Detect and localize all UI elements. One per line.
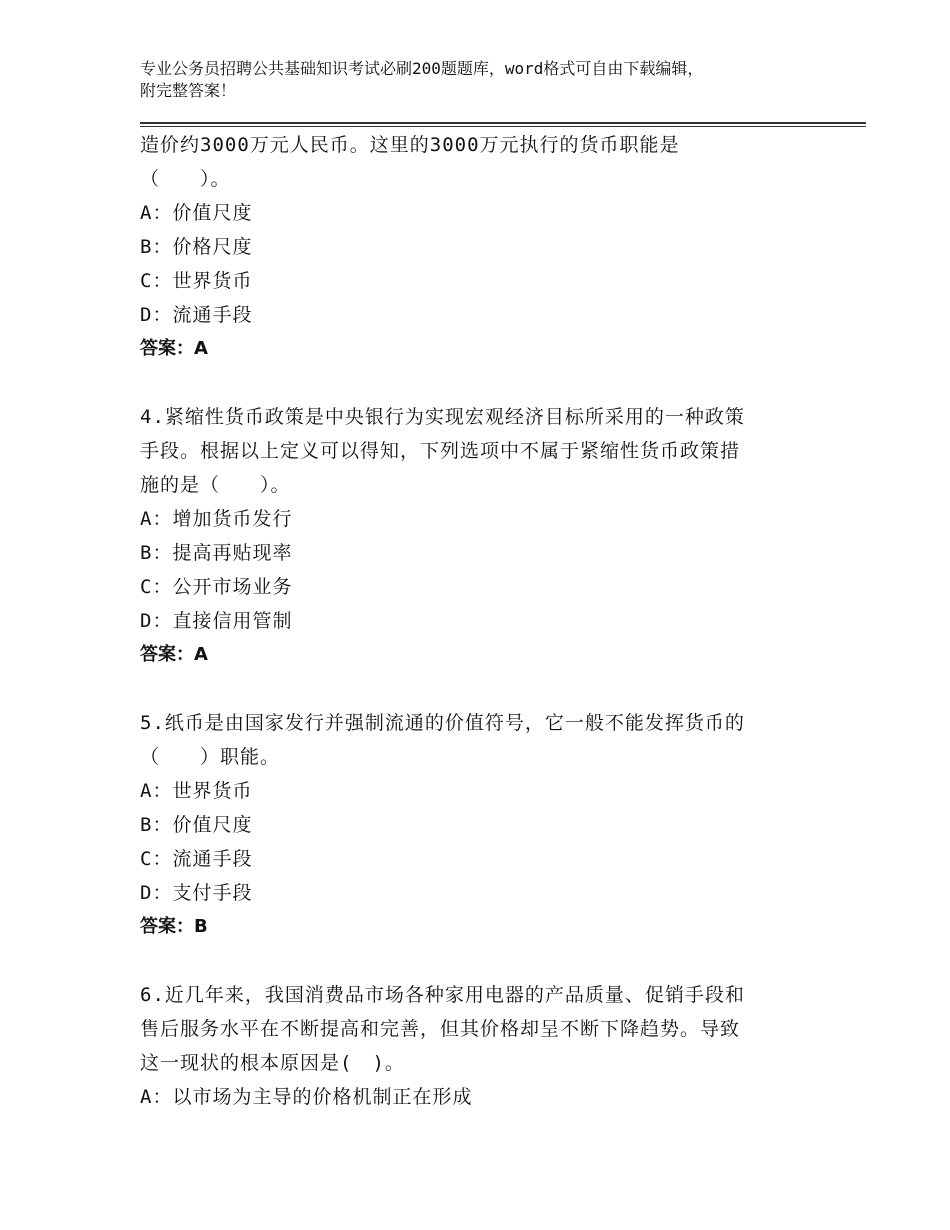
option-d: D：直接信用管制	[140, 610, 293, 632]
document-header	[140, 58, 840, 102]
header-divider-thick	[140, 122, 866, 124]
question-6	[140, 978, 820, 1114]
question-text: 这一现状的根本原因是( )。	[140, 1052, 405, 1074]
option-d: D：支付手段	[140, 882, 253, 904]
question-text: 施的是（ ）。	[140, 474, 291, 496]
spacer	[140, 672, 820, 706]
question-4	[140, 400, 820, 672]
option-c: C：公开市场业务	[140, 576, 293, 598]
question-text: 售后服务水平在不断提高和完善，但其价格却呈不断下降趋势。导致	[140, 1018, 741, 1040]
option-a: A：增加货币发行	[140, 508, 293, 530]
option-a: A：以市场为主导的价格机制正在形成	[140, 1086, 473, 1108]
option-d: D：流通手段	[140, 304, 253, 326]
header-line-1: 专业公务员招聘公共基础知识考试必刷200题题库，word格式可自由下载编辑，	[140, 59, 704, 78]
option-b: B：价格尺度	[140, 236, 253, 258]
header-line-2: 附完整答案！	[140, 81, 237, 100]
answer: 答案：A	[140, 338, 208, 359]
question-text: 造价约3000万元人民币。这里的3000万元执行的货币职能是	[140, 134, 680, 156]
option-c: C：世界货币	[140, 270, 253, 292]
document-body	[140, 128, 820, 1114]
question-text: 4.紧缩性货币政策是中央银行为实现宏观经济目标所采用的一种政策	[140, 406, 745, 428]
answer: 答案：B	[140, 916, 208, 937]
option-a: A：价值尺度	[140, 202, 253, 224]
option-a: A：世界货币	[140, 780, 253, 802]
option-c: C：流通手段	[140, 848, 253, 870]
question-text: 6.近几年来，我国消费品市场各种家用电器的产品质量、促销手段和	[140, 984, 745, 1006]
spacer	[140, 944, 820, 978]
question-text: （ ）。	[140, 168, 231, 190]
question-text: 5.纸币是由国家发行并强制流通的价值符号，它一般不能发挥货币的	[140, 712, 745, 734]
question-5	[140, 706, 820, 944]
option-b: B：价值尺度	[140, 814, 253, 836]
option-b: B：提高再贴现率	[140, 542, 293, 564]
spacer	[140, 366, 820, 400]
answer: 答案：A	[140, 644, 208, 665]
question-text: （ ）职能。	[140, 746, 281, 768]
question-text: 手段。根据以上定义可以得知，下列选项中不属于紧缩性货币政策措	[140, 440, 741, 462]
question-3	[140, 128, 820, 366]
header-divider-thin	[140, 126, 866, 127]
